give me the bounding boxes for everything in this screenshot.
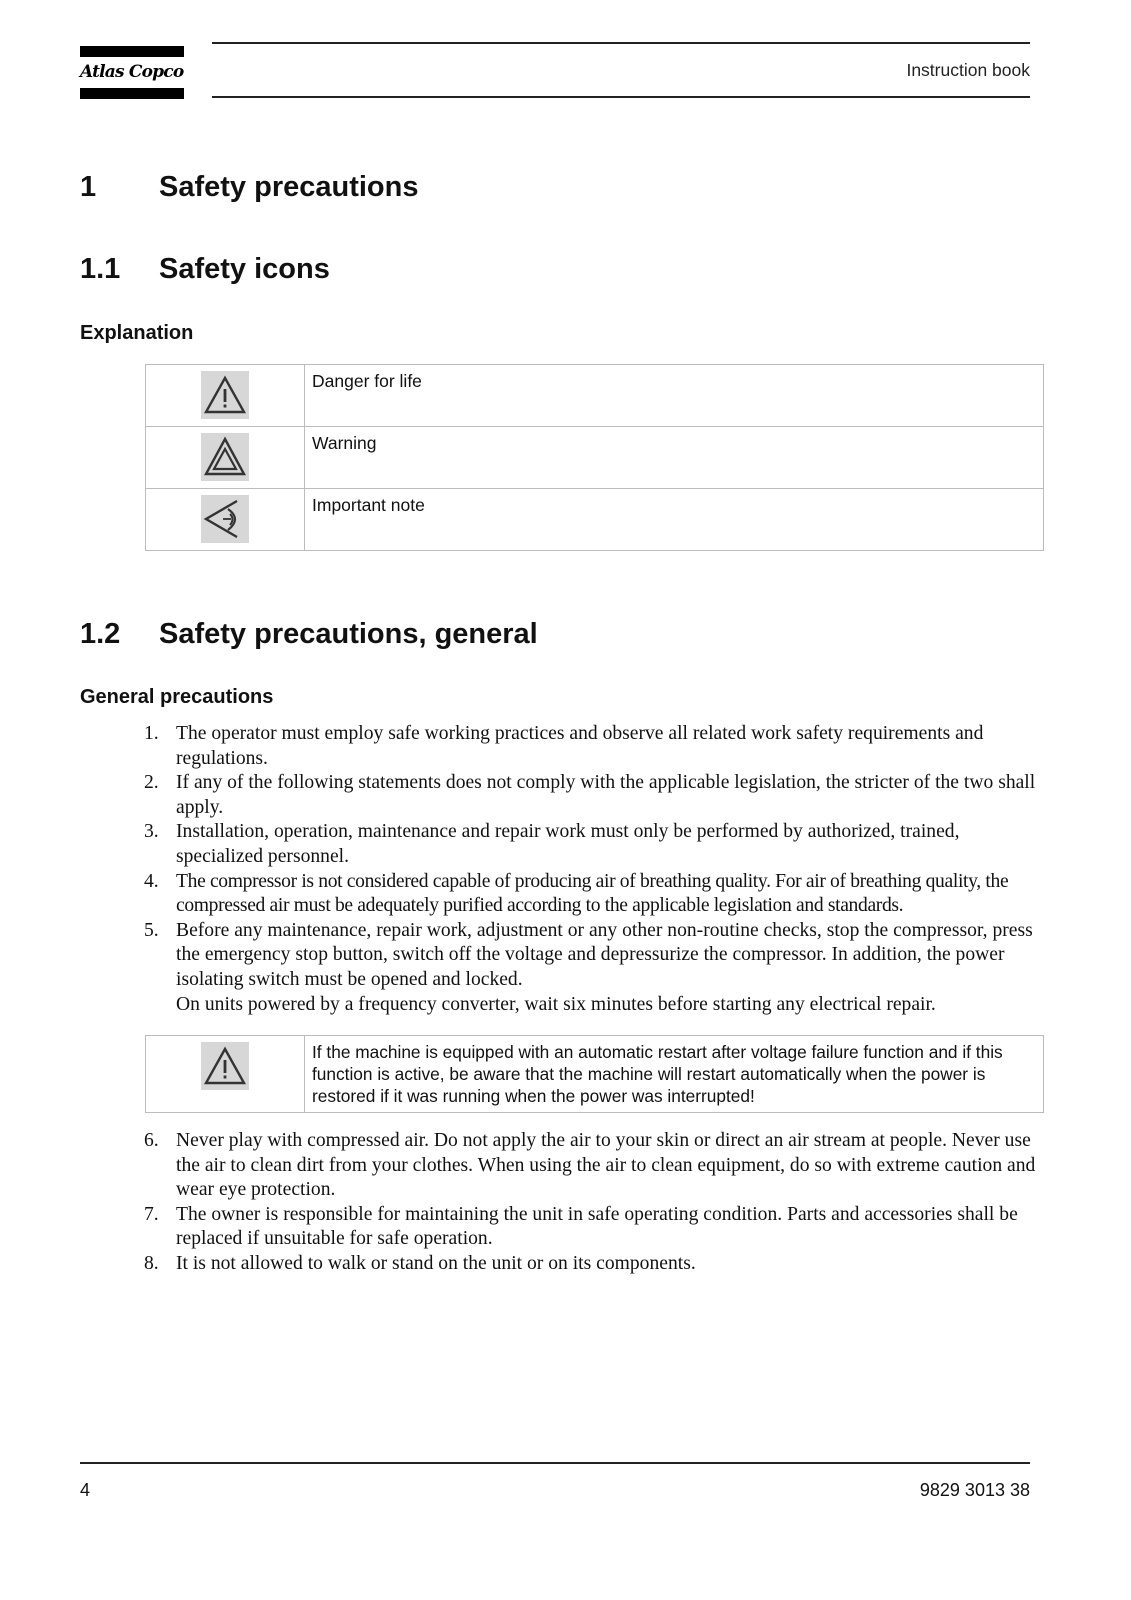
icon-cell [146,1036,305,1113]
warning-icon [201,433,249,481]
danger-icon [201,1042,249,1090]
page-number: 4 [80,1480,91,1500]
table-row [146,489,1044,551]
item-text: Never play with compressed air. Do not apply the air to your skin or direct an air stream at people. Never use the air to clean dirt from your clothes. When using the air to clean equipment, do so with extreme caution and wear eye protection. [176,1130,1036,1201]
header-rule-top [212,42,1030,44]
icon-label: Important note [305,489,1044,551]
item-text: The owner is responsible for maintaining the unit in safe operating condition. Parts and accessories shall be replaced if unsuitable for safe operation. [176,1203,1018,1250]
table-row [146,365,1044,427]
icon-cell [146,365,305,427]
icon-label: Danger for life [305,365,1044,427]
item-number: 2. [144,772,159,794]
logo-wordmark: Atlas Copco [80,62,184,82]
list-item [144,820,1039,869]
table-row [146,1036,1044,1113]
list-item [144,771,1039,820]
item-text: Installation, operation, maintenance and repair work must only be performed by authorized, trained, specialized personnel. [176,821,960,867]
logo-bar-bottom [80,88,184,99]
header-rule-bottom [212,96,1030,98]
item-number: 1. [144,723,159,744]
danger-icon [201,371,249,419]
item-number: 7. [144,1203,159,1225]
section-title: Safety icons [159,253,330,285]
general-precautions-subheading: General precautions [80,686,274,708]
table-row [146,427,1044,489]
section-title: Safety precautions, general [159,618,538,650]
document-title: Instruction book [906,60,1030,80]
precautions-list [144,722,1039,1017]
section-title: Safety precautions [159,171,419,203]
list-item [144,870,1039,919]
important-note-icon [201,495,249,543]
item-number: 3. [144,821,159,843]
list-item [144,1203,1039,1252]
item-extra-text: On units powered by a frequency converter, wait six minutes before starting any electrical repair. [176,993,936,1015]
item-text: It is not allowed to walk or stand on the unit or on its components. [176,1252,696,1274]
item-text: Before any maintenance, repair work, adjustment or any other non-routine checks, stop the compressor, press the emergency stop button, switch off the voltage and depressurize the compressor. In addition, the power isolating switch must be opened and locked. [176,919,1033,990]
list-item [144,1129,1039,1203]
icon-cell [146,489,305,551]
brand-logo [80,46,184,99]
item-text: The compressor is not considered capable of producing air of breathing quality. For air of breathing quality, the compressed air must be adequately purified according to the applicable legislation and standards. [176,870,1009,917]
item-number: 8. [144,1252,159,1274]
section-number: 1.2 [80,618,121,650]
danger-note-table [145,1035,1044,1113]
footer-rule [80,1462,1030,1464]
item-number: 5. [144,919,159,941]
list-item [144,919,1039,1017]
logo-bar-top [80,46,184,57]
item-text: If any of the following statements does not comply with the applicable legislation, the stricter of the two shall apply. [176,772,1036,818]
list-item [144,722,1039,771]
list-item [144,1252,1039,1277]
section-number: 1 [80,171,97,203]
explanation-subheading: Explanation [80,322,194,344]
safety-icons-table [145,364,1044,551]
document-number: 9829 3013 38 [919,1480,1030,1500]
item-number: 4. [144,870,159,892]
item-number: 6. [144,1130,159,1151]
item-text: The operator must employ safe working practices and observe all related work safety requirements and regulations. [176,723,984,769]
danger-note-text: If the machine is equipped with an automatic restart after voltage failure function and if this function is active, be aware that the machine will restart automatically when the power is restored if it was running when the power was interrupted! [305,1036,1044,1113]
icon-cell [146,427,305,489]
section-number: 1.1 [80,253,121,285]
icon-label: Warning [305,427,1044,489]
precautions-list-continued [144,1129,1039,1277]
